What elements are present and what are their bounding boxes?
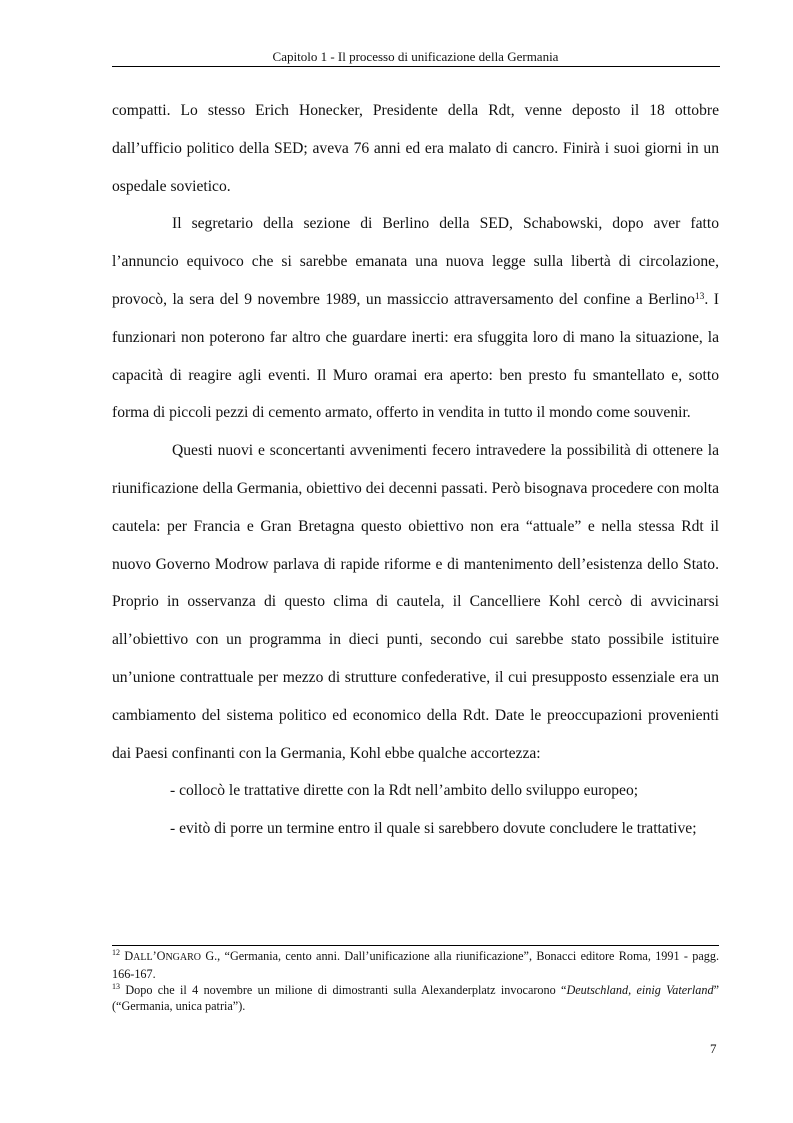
page-number: 7 bbox=[710, 1041, 717, 1056]
footnote-author-smallcaps: ALL bbox=[133, 952, 153, 963]
footnote-number: 13 bbox=[112, 982, 120, 991]
header-rule bbox=[112, 66, 720, 67]
footnote-author: ’O bbox=[152, 949, 166, 963]
footnote-12 bbox=[112, 948, 719, 982]
footnote-italic: Deutschland, einig Vaterland bbox=[566, 983, 714, 997]
footnote-author-smallcaps: NGARO bbox=[165, 952, 202, 963]
list-item: - evitò di porre un termine entro il quale si sarebbero dovute concludere le trattative; bbox=[170, 820, 697, 838]
list-item: - collocò le trattative dirette con la Rdt nell’ambito dello sviluppo europeo; bbox=[170, 782, 639, 800]
footnote-text: Dopo che il 4 novembre un milione di dimostranti sulla Alexanderplatz invocarono “ bbox=[120, 983, 567, 997]
paragraph-text: . I funzionari non poterono far altro che guardare inerti: era sfuggita loro di mano la situazione, la capacità di reagire agli eventi. Il Muro oramai era aperto: ben presto fu smantellato e, sotto forma di piccoli pezzi di cemento armato, offerto in vendita in tutto il mondo come souvenir. bbox=[112, 290, 719, 422]
body-text bbox=[112, 92, 719, 848]
footnote-text: ” (“Germania, unica patria”). bbox=[112, 983, 719, 1013]
paragraph-text: Il segretario della sezione di Berlino della SED, Schabowski, dopo aver fatto l’annuncio equivoco che si sarebbe emanata una nuova legge sulla libertà di circolazione, provocò, la sera del 9 novembre 1989, un massiccio attraversamento del confine a Berlino bbox=[112, 215, 719, 308]
footnote-author: D bbox=[124, 949, 134, 963]
paragraph: Questi nuovi e sconcertanti avvenimenti fecero intravedere la possibilità di ottenere la riunificazione della Germania, obiettivo dei decenni passati. Però bisognava procedere con molta cautela: per Francia e Gran Bretagna questo obiettivo non era “attuale” e nella stessa Rdt il nuovo Governo Modrow parlava di rapide riforme e di mantenimento dell’esistenza dello Stato. Proprio in osservanza di questo clima di cautela, il Cancelliere Kohl cercò di avvicinarsi all’obiettivo con un programma in dieci punti, secondo cui sarebbe stato possibile istituire un’unione contrattuale per mezzo di strutture confederative, il cui presupposto essenziale era un cambiamento del sistema politico ed economico della Rdt. Date le preoccupazioni provenienti dai Paesi confinanti con la Germania, Kohl ebbe qualche accortezza: bbox=[112, 442, 719, 762]
paragraph: compatti. Lo stesso Erich Honecker, Presidente della Rdt, venne deposto il 18 ottobre dall’ufficio politico della SED; aveva 76 anni ed era malato di cancro. Finirà i suoi giorni in un ospedale sovietico. bbox=[112, 102, 719, 195]
footnote-text: G., “Germania, cento anni. Dall’unificazione alla riunificazione”, Bonacci editore Roma, 1991 - pagg. 166-167. bbox=[112, 949, 719, 981]
footnotes bbox=[112, 948, 719, 1014]
footnote-number: 12 bbox=[112, 948, 120, 957]
footnote-13 bbox=[112, 982, 719, 1014]
running-header: Capitolo 1 - Il processo di unificazione della Germania bbox=[272, 49, 559, 64]
footnote-ref-13[interactable]: 13 bbox=[694, 291, 705, 302]
paragraph bbox=[112, 205, 719, 432]
footnote-rule bbox=[112, 945, 719, 946]
